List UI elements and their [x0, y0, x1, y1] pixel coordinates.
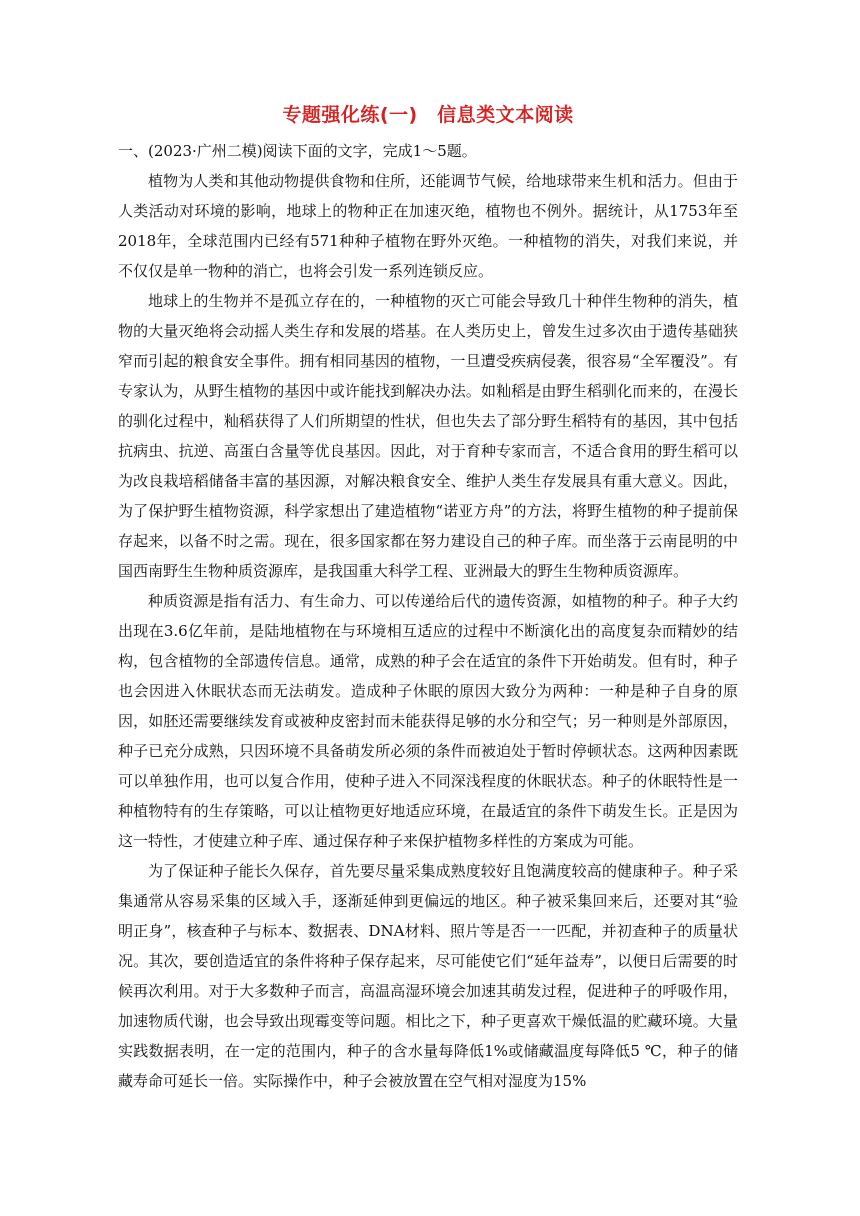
question-instruction: 一、(2023·广州二模)阅读下面的文字，完成1～5题。 — [118, 142, 477, 160]
document-title: 专题强化练(一) 信息类文本阅读 — [282, 104, 574, 126]
paragraph-4: 为了保证种子能长久保存，首先要尽量采集成熟度较好且饱满度较高的健康种子。种子采集通常从容易采集的区域入手，逐渐延伸到更偏远的地区。种子被采集回来后，还要对其“验明正身”，核查种子与标本、数据表、DNA材料、照片等是否一一匹配，并初查种子的质量状况。其次，要创造适宜的条件将种子保存起来，尽可能使它们“延年益寿”，以便日后需要的时候再次利用。对于大多数种子而言，高温高湿环境会加速其萌发过程，促进种子的呼吸作用，加速物质代谢，也会导致出现霉变等问题。相比之下，种子更喜欢干燥低温的贮藏环境。大量实践数据表明，在一定的范围内，种子的含水量每降低1%或储藏温度每降低5 ℃，种子的储藏寿命可延长一倍。实际操作中，种子会被放置在空气相对湿度为15% — [118, 862, 738, 1090]
paragraph-1: 植物为人类和其他动物提供食物和住所，还能调节气候，给地球带来生机和活力。但由于人类活动对环境的影响，地球上的物种正在加速灭绝，植物也不例外。据统计，从1753年至2018年，全球范围内已经有571种种子植物在野外灭绝。一种植物的消失，对我们来说，并不仅仅是单一物种的消亡，也将会引发一系列连锁反应。 — [118, 172, 738, 280]
paragraph-2: 地球上的生物并不是孤立存在的，一种植物的灭亡可能会导致几十种伴生物种的消失，植物的大量灭绝将会动摇人类生存和发展的塔基。在人类历史上，曾发生过多次由于遗传基础狭窄而引起的粮食安全事件。拥有相同基因的植物，一旦遭受疾病侵袭，很容易“全军覆没”。有专家认为，从野生植物的基因中或许能找到解决办法。如籼稻是由野生稻驯化而来的，在漫长的驯化过程中，籼稻获得了人们所期望的性状，但也失去了部分野生稻特有的基因，其中包括抗病虫、抗逆、高蛋白含量等优良基因。因此，对于育种专家而言，不适合食用的野生稻可以为改良栽培稻储备丰富的基因源，对解决粮食安全、维护人类生存发展具有重大意义。因此，为了保护野生植物资源，科学家想出了建造植物“诺亚方舟”的方法，将野生植物的种子提前保存起来，以备不时之需。现在，很多国家都在努力建设自己的种子库。而坐落于云南昆明的中国西南野生生物种质资源库，是我国重大科学工程、亚洲最大的野生生物种质资源库。 — [118, 292, 738, 580]
paragraph-3: 种质资源是指有活力、有生命力、可以传递给后代的遗传资源，如植物的种子。种子大约出现在3.6亿年前，是陆地植物在与环境相互适应的过程中不断演化出的高度复杂而精妙的结构，包含植物的全部遗传信息。通常，成熟的种子会在适宜的条件下开始萌发。但有时，种子也会因进入休眠状态而无法萌发。造成种子休眠的原因大致分为两种：一种是种子自身的原因，如胚还需要继续发育或被种皮密封而未能获得足够的水分和空气；另一种则是外部原因，种子已充分成熟，只因环境不具备萌发所必须的条件而被迫处于暂时停顿状态。这两种因素既可以单独作用，也可以复合作用，使种子进入不同深浅程度的休眠状态。种子的休眠特性是一种植物特有的生存策略，可以让植物更好地适应环境，在最适宜的条件下萌发生长。正是因为这一特性，才使建立种子库、通过保存种子来保护植物多样性的方案成为可能。 — [118, 592, 738, 850]
document-page — [118, 100, 738, 1096]
